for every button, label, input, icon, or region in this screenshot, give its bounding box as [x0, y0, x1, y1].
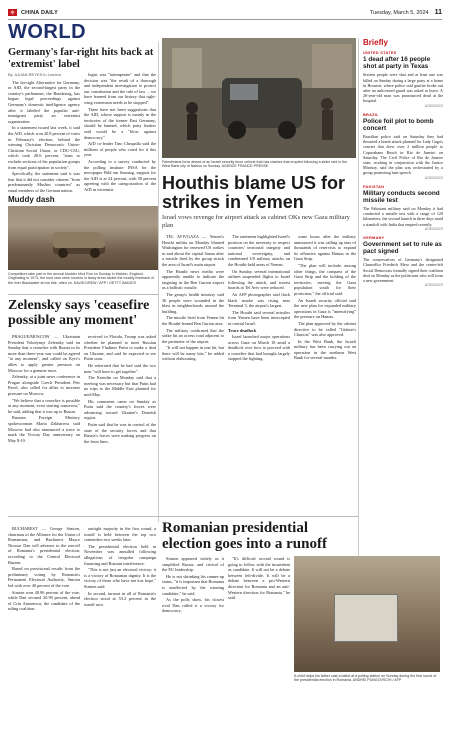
paragraph: In a statement issued last week, it said the AfD, which won 20.8 percent of votes in February's election, behind the winning Christian Democratic Union-Christian Social Union, or CDU-CSU, which took 28.6 percent, "aims to exclude sections of the population groups from equal participation in society".	[8, 125, 80, 170]
zelensky-column-2	[84, 334, 156, 520]
section-title: WORLD	[8, 21, 87, 43]
germany-headline: Germany's far-right hits back at 'extremist' label	[8, 47, 154, 70]
paragraph: AfD co-leader Tino Chrupalla said the millions of people who voted for it this year.	[84, 141, 156, 158]
houthi-column-1	[162, 234, 224, 512]
paragraph: The plan approved by the cabinet directive to be called "Gideon's Chariots" was also approved.	[294, 320, 356, 338]
paragraph: Based on provisional results from the preliminary voting by Romania's Permanent Electoral Authority, Simion led with over 40 percent of the vote.	[8, 566, 80, 588]
paragraph: As the polls show, his closest rival Dan called it a victory for democracy.	[162, 597, 224, 614]
paragraph: Specifically, the statement said it was fear that it did not consider citizens "from predominantly Muslim countries" as equal members of the German nation.	[8, 171, 80, 192]
paragraph: "It will not happen in one hit, but there will be many hits," he added without elaborating.	[162, 345, 224, 362]
briefly-sidebar	[363, 38, 443, 667]
paragraph: TEL AVIVGAZA — Yemen's Houthi militia on Monday blamed Washington for renewed US strikes in and about the capital Sanaa after a missile fired by the group struck the area of Israel's main airport.	[162, 234, 224, 267]
paragraph: outright majority in the first round, a runoff is held between the top two contenders two weeks later.	[84, 526, 156, 543]
paragraph: According to a survey conducted by the polling institute INSA for the newspaper Bild am Sonntag, support for the AfD is at 24 percent, with 58 percent agreeing with the categorization of the AfD as extremist.	[84, 158, 156, 192]
divider	[8, 294, 158, 295]
briefly-title: Briefly	[363, 38, 388, 47]
paragraph: The military confirmed that the strike hit an access road adjacent to the perimeter of the airport.	[162, 327, 224, 344]
brief-body: Sixteen people were shot and at least one was killed on Sunday during a large party at a home in Houston, where police said gunfire broke out after an unlicensed guard was asked to leave. A 26-year-old man was pronounced dead at the hospital.	[363, 72, 443, 104]
brief-item	[363, 185, 443, 231]
germany-column-1	[8, 72, 80, 192]
romania-column-2	[84, 526, 156, 736]
houthi-column-3	[294, 234, 356, 512]
brief-headline: Military conducts second missile test	[363, 189, 440, 204]
brief-body: The conservatives of Germany's designated Chancellor Friedrich Merz and the center-left Social Democrats formally signed their coalition deal on Monday as the politicians who will form a new government.	[363, 257, 443, 284]
paragraph: "The plan will include, among other things, the conquest of the Gaza Strip and the holding of the territories, moving the Gaza population south for their protection," the official said.	[294, 262, 356, 296]
brief-item	[363, 236, 443, 287]
paragraph: Simion appeared widely as it simplified Russia, and critical of the EU leadership.	[162, 556, 224, 573]
brief-headline: Government set to rule as pact signed	[363, 240, 442, 256]
paragraph: Zelensky, at a joint news conference in Prague alongside Czech President Petr Pavel, also called for allies to increase pressure on Moscow.	[8, 374, 80, 396]
photo-scene	[162, 38, 356, 158]
paragraph: The presidential election held in November was annulled following allegations of irregular campaign financing and Russian interference.	[84, 543, 156, 566]
zelensky-headline: Zelensky says 'ceasefire possible any moment'	[8, 298, 150, 328]
brief-body: Brazilian police said on Saturday they had thwarted a bomb attack planned for Lady Gaga's concert that drew over 2 million people to Copacabana Beach in Rio de Janeiro on Saturday. The Civil Police of Rio de Janeiro state, working in conjunction with the Justice Ministry, said the plan was orchestrated by a group promoting hate speech.	[363, 134, 443, 176]
romania-column-3	[162, 556, 224, 736]
paragraph: BUCHAREST — George Simion, chairman of the Alliance for the Union of Romanians, and Bucharest Mayor Nicusor Dan will advance to the run-off of Romania's presidential election, according to the Central Electoral Bureau.	[8, 526, 80, 565]
brief-agency: AGENCIES	[424, 103, 443, 108]
paragraph: "It's difficult second round is going to follow with the incumbent as candidate. It will not be a debate between left-divide. It will be a debate between a pro-Western direction for Romania and an anti-Western direction for Romania," he said.	[228, 556, 290, 601]
china-daily-logo-icon: 中	[8, 9, 17, 16]
page-number: 11	[434, 9, 442, 16]
paragraph: Russian Foreign Ministry spokeswoman Maria Zakharova said Moscow had also announced a truce to mark the Victory Day anniversary on May 8-10.	[8, 415, 80, 443]
nablus-clashes-photo	[162, 38, 356, 158]
brief-region: GERMANY	[363, 235, 385, 240]
brief-region: BRAZIL	[363, 112, 379, 117]
paragraph: The group's health ministry said 36 people were wounded in the blast in neighborhoods around the building.	[162, 291, 224, 314]
germany-byline: By JULIAN REYES in London	[8, 72, 61, 77]
paragraph: He is not shrinking his runner-up status, "it is important that Romania is unaffected by the winning candidate," he said.	[162, 573, 224, 596]
houthi-column-2	[228, 234, 290, 512]
paragraph: PRAGUE/MOSCOW — Ukrainian President Volodymyr Zelensky said on Sunday that a ceasefire with Russia in its more than three-year war could be agreed "at any moment", and called on Kyiv's allies to apply greater pressure on Moscow for a genuine truce.	[8, 334, 80, 373]
paragraph: The far-right Alternative for Germany, or AfD, the second-largest party in the country's parliament, the Bundestag, has begun legal proceedings against Germany's domestic intelligence agency after it labeled the populist anti-immigrant party an extremist organization.	[8, 79, 80, 124]
paragraph: The Kremlin on Monday said that a meeting was necessary but that Putin had no trips to the Middle East planned for mid-May.	[84, 375, 156, 397]
muddy-run-photo	[8, 206, 158, 270]
brief-item	[363, 113, 443, 180]
crosshead: Truce deadlock	[228, 327, 257, 333]
brief-headline: Police foil plot to bomb concert	[363, 117, 434, 132]
germany-column-2	[84, 72, 156, 192]
paragraph: The Houthi said several missiles from Yemen have been intercepted in central Israel.	[228, 309, 290, 326]
houthi-photo-caption: Palestinians force ahead of an Israeli security force vehicle that has clashes that erupted following a strike raid in the West Bank city of Nablus on Sunday. AGENCE FRANCE-PRESSE	[162, 160, 347, 169]
brief-agency: AGENCIES	[424, 175, 443, 180]
paragraph: The Houthi news media were apparently unable to indicate the targeting in the Ben Gurion airport as a ballistic missile.	[162, 268, 224, 291]
paragraph: There have not been suggestions that the AfD, whose support is mainly in the territories of the former East Germany, should be banned, which party leaders said would be a "blow against democracy".	[84, 106, 156, 140]
brief-body: The Pakistani military said on Monday it had conducted a missile test with a range of 120 kilometers, the second launch in three days amid a standoff with India that erupted recently.	[363, 206, 443, 227]
romania-column-4	[228, 556, 290, 736]
paragraph: He reiterated that he had said the two men "will have to get together".	[84, 362, 156, 374]
muddy-caption: Competitors take part in the annual Mudder Mud Run on Sunday in Maldon, England. Originating in 1973, the mud race sees runners in fancy dress tackle the muddy riverbank of the river Blackwater at low tide, often on. DAVID DREW / AFP / GETTY IMAGES	[8, 272, 155, 285]
paragraph: An Israeli security official said the new plan for expanded military operations in Gaza is "intensifying" the pressure on Hamas.	[294, 297, 356, 320]
paragraph: Israel launched major operations across Gaza on March 18 amid a deadlock over how to proceed with a ceasefire that had brought largely stopped the fighting.	[228, 334, 290, 362]
brief-region: UNITED STATES	[363, 51, 397, 55]
houthi-subhead: Israel vows revenge for airport attack as cabinet OKs new Gaza military plan	[162, 214, 350, 229]
masthead	[8, 6, 442, 20]
zelensky-column-1	[8, 334, 80, 520]
paper-name: CHINA DAILY	[21, 9, 58, 16]
paragraph: "We believe that a ceasefire is possible at any moment, even starting tomorrow," he said, adding that it was up to Russia.	[8, 397, 80, 414]
brief-headline: 1 dead after 16 people shot at party in Texas	[363, 56, 431, 71]
houthi-headline: Houthis blame US for strikes in Yemen	[162, 173, 346, 212]
paragraph: An AFP photographer said thick black smoke was rising near Terminal 3, the airport's largest.	[228, 291, 290, 309]
brief-region: PAKISTAN	[363, 184, 385, 189]
muddy-dash-headline: Muddy dash	[8, 195, 55, 204]
paragraph: "This is not just an electoral victory; it is a victory of Romanian dignity. It is the victory of those who have not lost hope," Simion said.	[84, 567, 156, 589]
romania-photo-caption: A child helps his father cast a ballot at a polling station on Sunday during the first round of the presidential election in Romania. ANDREI PUNGOVSCHI / AFP	[294, 674, 437, 683]
paragraph: In second, turnout in all of Romania's election stood at 53.2 percent in the runoff race.	[84, 590, 156, 607]
paragraph: His comments came on Sunday as Putin said the country's forces were advancing toward Ukraine's Donetsk region.	[84, 398, 156, 421]
paragraph: In the West Bank, the Israeli military has been carrying out an operation in the northern West Bank for several months.	[294, 338, 356, 361]
divider	[8, 516, 358, 517]
brief-agency: AGENCIES	[424, 283, 443, 288]
romania-column-1	[8, 526, 80, 736]
brief-agency: AGENCIES	[424, 226, 443, 231]
paragraph: logist was "intemperate" and that the decision was "the result of a thorough and independent investigation to protect our constitution and the rule of law ... we have learned from our history that right-wing extremism needs to be stopped".	[84, 72, 156, 105]
paragraph: some hours after the military announced it was calling up tens of thousands of reservists to expand its offensive against Hamas in the Gaza Strip.	[294, 234, 356, 262]
romania-headline: Romanian presidential election goes into a runoff	[162, 520, 327, 552]
paragraph: Putin said that he was in control of the state of the security forces and that Russia's forces were making progress on the front lines.	[84, 421, 156, 444]
paragraph: received in Florida, Trump was asked whether he planned to meet Russian President Vladimir Putin to make a deal on Ukraine, and said he expected to see Putin soon.	[84, 334, 156, 362]
column-divider	[158, 42, 159, 522]
issue-date: Tuesday, March 5, 2024	[369, 9, 429, 16]
paragraph: On Sunday, several international airlines suspended flights to Israel following the attack, and tourist boards in Tel Aviv were reduced.	[228, 268, 290, 291]
paragraph: The missile fired from Yemen hit the Houthi-leaned Ben Gurion area.	[162, 315, 224, 326]
paragraph: Simion won 40.96 percent of the vote, while Dan secured 20.99 percent, ahead of Crin Antonescu, the candidate of the ruling coalition.	[8, 589, 80, 612]
brief-item	[363, 51, 443, 108]
paragraph: The statement highlighted Israel's position on the necessity to respect countries' territorial integrity and national sovereignty, and condemned US military attacks on the Houthi-held areas of Yemen.	[228, 234, 290, 267]
